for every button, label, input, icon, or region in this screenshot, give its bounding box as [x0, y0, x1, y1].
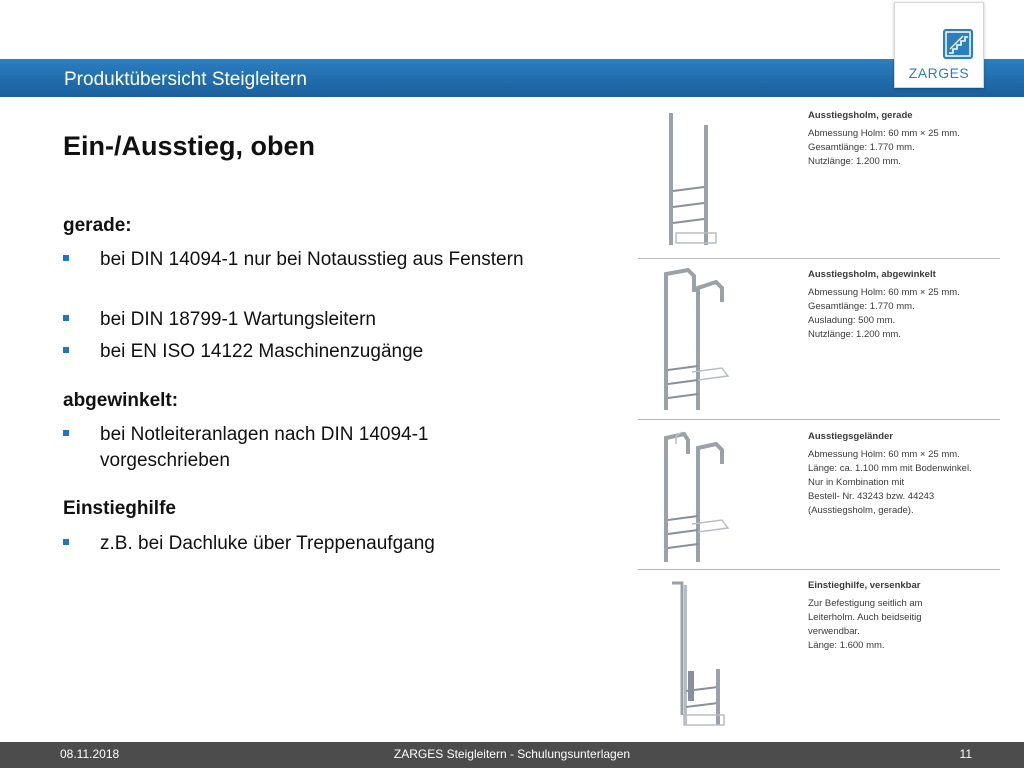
section-label-gerade: gerade: [63, 215, 132, 236]
section-label-abgewinkelt: abgewinkelt: [63, 390, 179, 411]
divider [638, 419, 1000, 420]
spec-line: Nur in Kombination mit [808, 477, 905, 488]
spec-line: (Ausstiegsholm, gerade). [808, 505, 914, 516]
list-item [63, 247, 533, 299]
product-description [808, 268, 1002, 342]
divider [638, 258, 1000, 259]
product-description [808, 579, 1002, 653]
product-name: Einstieghilfe, versenkbar [808, 580, 921, 591]
spec-line: Bestell- Nr. 43243 bzw. 44243 [808, 491, 935, 502]
spec-line: Abmessung Holm: 60 mm × 25 mm. [808, 449, 960, 460]
stairs-icon [943, 29, 973, 59]
spec-line: Leiterholm. Auch beidseitig [808, 612, 922, 623]
bullet-text: bei DIN 18799-1 Wartungsleitern [100, 309, 376, 330]
bullet-icon [63, 347, 69, 353]
list-item [63, 531, 533, 557]
ladder-entry-aid-image [636, 575, 806, 735]
bullet-text: bei Notleiteranlagen nach DIN 14094-1 vorgeschrieben [100, 424, 429, 471]
spec-line: Gesamtlänge: 1.770 mm. [808, 301, 915, 312]
section-label-einstieghilfe: Einstieghilfe [63, 498, 176, 519]
bullet-icon [63, 539, 69, 545]
bullet-text: bei DIN 14094-1 nur bei Notausstieg aus Fenstern [100, 249, 524, 270]
spec-line: Länge: ca. 1.100 mm mit Bodenwinkel. [808, 463, 972, 474]
list-item [63, 422, 533, 474]
bullet-icon [63, 430, 69, 436]
spec-line: verwendbar. [808, 626, 860, 637]
footer-date: 08.11.2018 [60, 747, 120, 761]
product-ausstiegsgelaender [636, 424, 1002, 566]
product-name: Ausstiegsgeländer [808, 431, 893, 442]
header-band [0, 59, 1024, 97]
product-description [808, 430, 1002, 518]
spec-line: Länge: 1.600 mm. [808, 640, 885, 651]
spec-line: Abmessung Holm: 60 mm × 25 mm. [808, 128, 960, 139]
bullet-text: bei EN ISO 14122 Maschinenzugänge [100, 341, 424, 362]
footer-title: ZARGES Steigleitern - Schulungsunterlagen [393, 747, 631, 761]
spec-line: Zur Befestigung seitlich am [808, 598, 923, 609]
divider [638, 569, 1000, 570]
ladder-straight-image [636, 103, 806, 255]
slide-title: Produktübersicht Steigleitern [64, 69, 307, 90]
zarges-logo [894, 2, 984, 88]
list-item [63, 307, 533, 333]
spec-line: Nutzlänge: 1.200 mm. [808, 156, 901, 167]
spec-line: Nutzlänge: 1.200 mm. [808, 329, 901, 340]
list-item [63, 339, 533, 365]
spec-line: Gesamtlänge: 1.770 mm. [808, 142, 915, 153]
page-number: 11 [959, 747, 972, 761]
product-ausstiegsholm-abgewinkelt [636, 262, 1002, 416]
spec-line: Abmessung Holm: 60 mm × 25 mm. [808, 287, 960, 298]
product-einstieghilfe-versenkbar [636, 575, 1002, 735]
product-description [808, 109, 1002, 169]
ladder-railing-image [636, 424, 806, 566]
bullet-icon [63, 255, 69, 261]
page-title: Ein-/Ausstieg, oben [63, 131, 316, 161]
product-ausstiegsholm-gerade [636, 103, 1002, 255]
spec-line: Ausladung: 500 mm. [808, 315, 896, 326]
product-name: Ausstiegsholm, abgewinkelt [808, 269, 936, 280]
product-name: Ausstiegsholm, gerade [808, 110, 913, 121]
logo-text: ZARGES [908, 65, 970, 81]
bullet-text: z.B. bei Dachluke über Treppenaufgang [100, 533, 435, 554]
bullet-icon [63, 315, 69, 321]
ladder-angled-image [636, 262, 806, 416]
footer-bar [0, 742, 1024, 768]
